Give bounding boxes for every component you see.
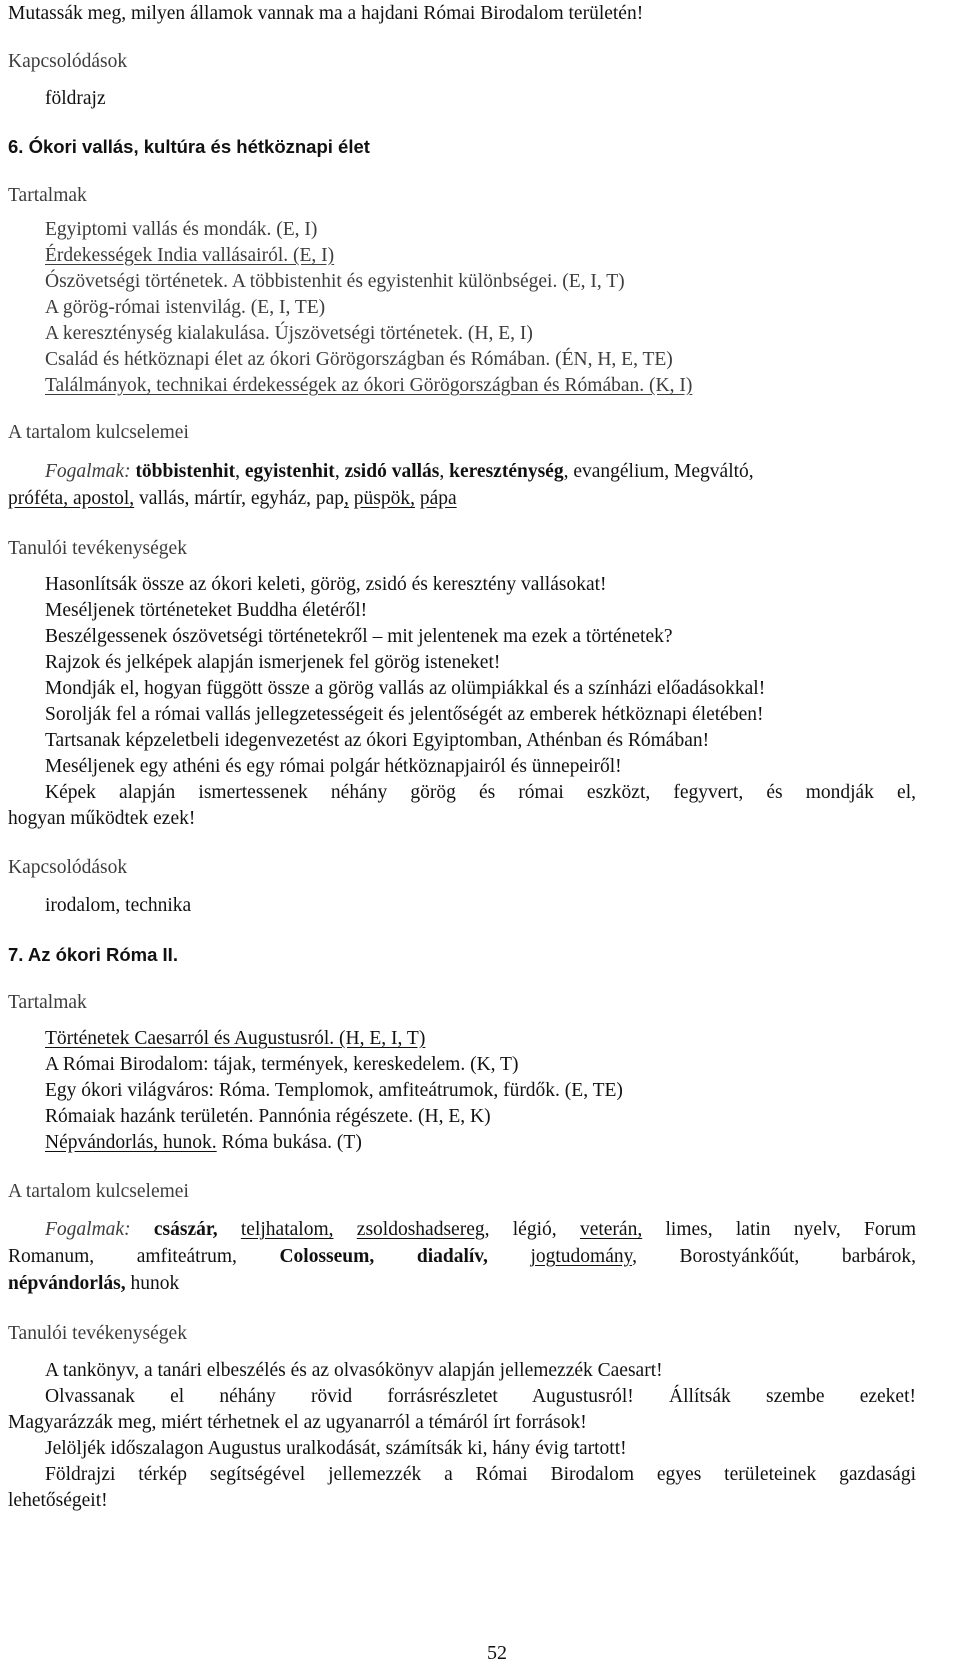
concept-term: népvándorlás, [8, 1273, 126, 1294]
section-6-concepts-line-2 [8, 487, 457, 511]
concepts-prefix: Fogalmak: [45, 461, 131, 482]
activity-item-continued: lehetőségeit! [8, 1490, 108, 1511]
concepts-prefix: Fogalmak: [45, 1219, 131, 1240]
connections-value: földrajz [45, 88, 106, 109]
activity-item: Földrajzi térkép segítségével jellemezzék a Római Birodalom egyes területeinek gazdasági [45, 1464, 916, 1485]
concept-text: limes, latin nyelv, Forum [642, 1219, 917, 1240]
section-6-connections-value: irodalom, technika [45, 895, 192, 916]
section-6-connections-label: Kapcsolódások [8, 857, 128, 878]
content-item [45, 1131, 362, 1155]
concept-term: püspök, [353, 488, 415, 509]
concept-text: , evangélium, Megváltó, [563, 461, 754, 482]
activity-item: Beszélgessenek ószövetségi történetekről – mit jelentenek ma ezek a történetek? [45, 626, 673, 647]
concept-text: vallás, mártír, egyház, pap [134, 488, 345, 509]
section-7-activities-label: Tanulói tevékenységek [8, 1323, 187, 1344]
activity-item: Hasonlítsák össze az ókori keleti, görög, zsidó és keresztény vallásokat! [45, 574, 607, 595]
section-7-contents-label: Tartalmak [8, 992, 87, 1013]
section-7-concepts-line-2 [8, 1245, 916, 1269]
activity-item: Meséljenek történeteket Buddha életéről! [45, 600, 368, 621]
section-6-contents-label: Tartalmak [8, 185, 87, 206]
section-7-concepts-line-1 [45, 1218, 916, 1242]
concept-term: , [344, 488, 349, 509]
concept-text: , légió, [484, 1219, 557, 1240]
page-number: 52 [487, 1642, 507, 1664]
concept-term: császár, [153, 1219, 218, 1240]
content-item-part: Népvándorlás, hunok. [45, 1132, 217, 1153]
content-item: A Római Birodalom: tájak, termények, kereskedelem. (K, T) [45, 1054, 519, 1075]
content-item: Ószövetségi történetek. A többistenhit és egyistenhit különbségei. (E, I, T) [45, 271, 625, 292]
content-item: Család és hétköznapi élet az ókori Görögországban és Rómában. (ÉN, H, E, TE) [45, 349, 673, 370]
section-6-key-label: A tartalom kulcselemei [8, 422, 189, 443]
section-6-activities-label: Tanulói tevékenységek [8, 538, 187, 559]
section-7-concepts-line-3 [8, 1272, 179, 1296]
concept-term: zsoldoshadsereg [356, 1219, 485, 1240]
activity-item: Olvassanak el néhány rövid forrásrészletet Augustusról! Állítsák szembe ezeket! [45, 1386, 916, 1407]
content-item: Érdekességek India vallásairól. (E, I) [45, 245, 335, 266]
activity-item: Meséljenek egy athéni és egy római polgár hétköznapjairól és ünnepeiről! [45, 756, 622, 777]
content-item: Történetek Caesarról és Augustusról. (H, E, I, T) [45, 1028, 426, 1049]
section-7-key-label: A tartalom kulcselemei [8, 1181, 189, 1202]
concept-term: próféta, apostol, [8, 488, 135, 509]
activity-item: A tankönyv, a tanári elbeszélés és az olvasókönyv alapján jellemezzék Caesart! [45, 1360, 663, 1381]
activity-item: Képek alapján ismertessenek néhány görög és római eszközt, fegyvert, és mondják el, [45, 782, 916, 803]
concept-term: Colosseum, diadalív, [279, 1246, 488, 1267]
concept-term: zsidó vallás [344, 461, 440, 482]
activity-item: Rajzok és jelképek alapján ismerjenek fel görög isteneket! [45, 652, 501, 673]
content-item: Egy ókori világváros: Róma. Templomok, amfiteátrumok, fürdők. (E, TE) [45, 1080, 623, 1101]
concept-term: teljhatalom, [240, 1219, 334, 1240]
concept-term: egyistenhit [244, 461, 335, 482]
activity-item: Sorolják fel a római vallás jellegzetességeit és jelentőségét az emberek hétköznapi életében! [45, 704, 764, 725]
content-item: Egyiptomi vallás és mondák. (E, I) [45, 219, 318, 240]
concept-term: pápa [419, 488, 457, 509]
content-item-part: Róma bukása. (T) [216, 1132, 362, 1153]
concept-text: Romanum, amfiteátrum, [8, 1246, 237, 1267]
concept-term: kereszténység [449, 461, 564, 482]
concept-text: hunok [125, 1273, 180, 1294]
task-line: Mutassák meg, milyen államok vannak ma a hajdani Római Birodalom területén! [8, 3, 644, 24]
content-item: A kereszténység kialakulása. Újszövetségi történetek. (H, E, I) [45, 323, 533, 344]
content-item: Találmányok, technikai érdekességek az ókori Görögországban és Rómában. (K, I) [45, 375, 693, 396]
content-item: Rómaiak hazánk területén. Pannónia régészete. (H, E, K) [45, 1106, 491, 1127]
concept-text: , Borostyánkőút, barbárok, [632, 1246, 917, 1267]
activity-item: Tartsanak képzeletbeli idegenvezetést az ókori Egyiptomban, Athénban és Rómában! [45, 730, 710, 751]
content-item: A görög-római istenvilág. (E, I, TE) [45, 297, 326, 318]
section-6-heading: 6. Ókori vallás, kultúra és hétköznapi élet [8, 136, 370, 157]
activity-item-continued: hogyan működtek ezek! [8, 808, 196, 829]
activity-item: Jelöljék időszalagon Augustus uralkodását, számítsák ki, hány évig tartott! [45, 1438, 627, 1459]
concept-term: veterán, [579, 1219, 643, 1240]
concept-term: jogtudomány [530, 1246, 633, 1267]
section-7-heading: 7. Az ókori Róma II. [8, 944, 178, 965]
section-6-concepts-line-1: Fogalmak: többistenhit, egyistenhit, zsidó vallás, kereszténység, evangélium, Megváltó, [45, 461, 754, 482]
activity-item: Mondják el, hogyan függött össze a görög vallás az olümpiákkal és a színházi előadásokkal! [45, 678, 766, 699]
connections-label: Kapcsolódások [8, 51, 128, 72]
concept-term: többistenhit [135, 461, 236, 482]
activity-item-continued: Magyarázzák meg, miért térhetnek el az ugyanarról a témáról írt források! [8, 1412, 587, 1433]
